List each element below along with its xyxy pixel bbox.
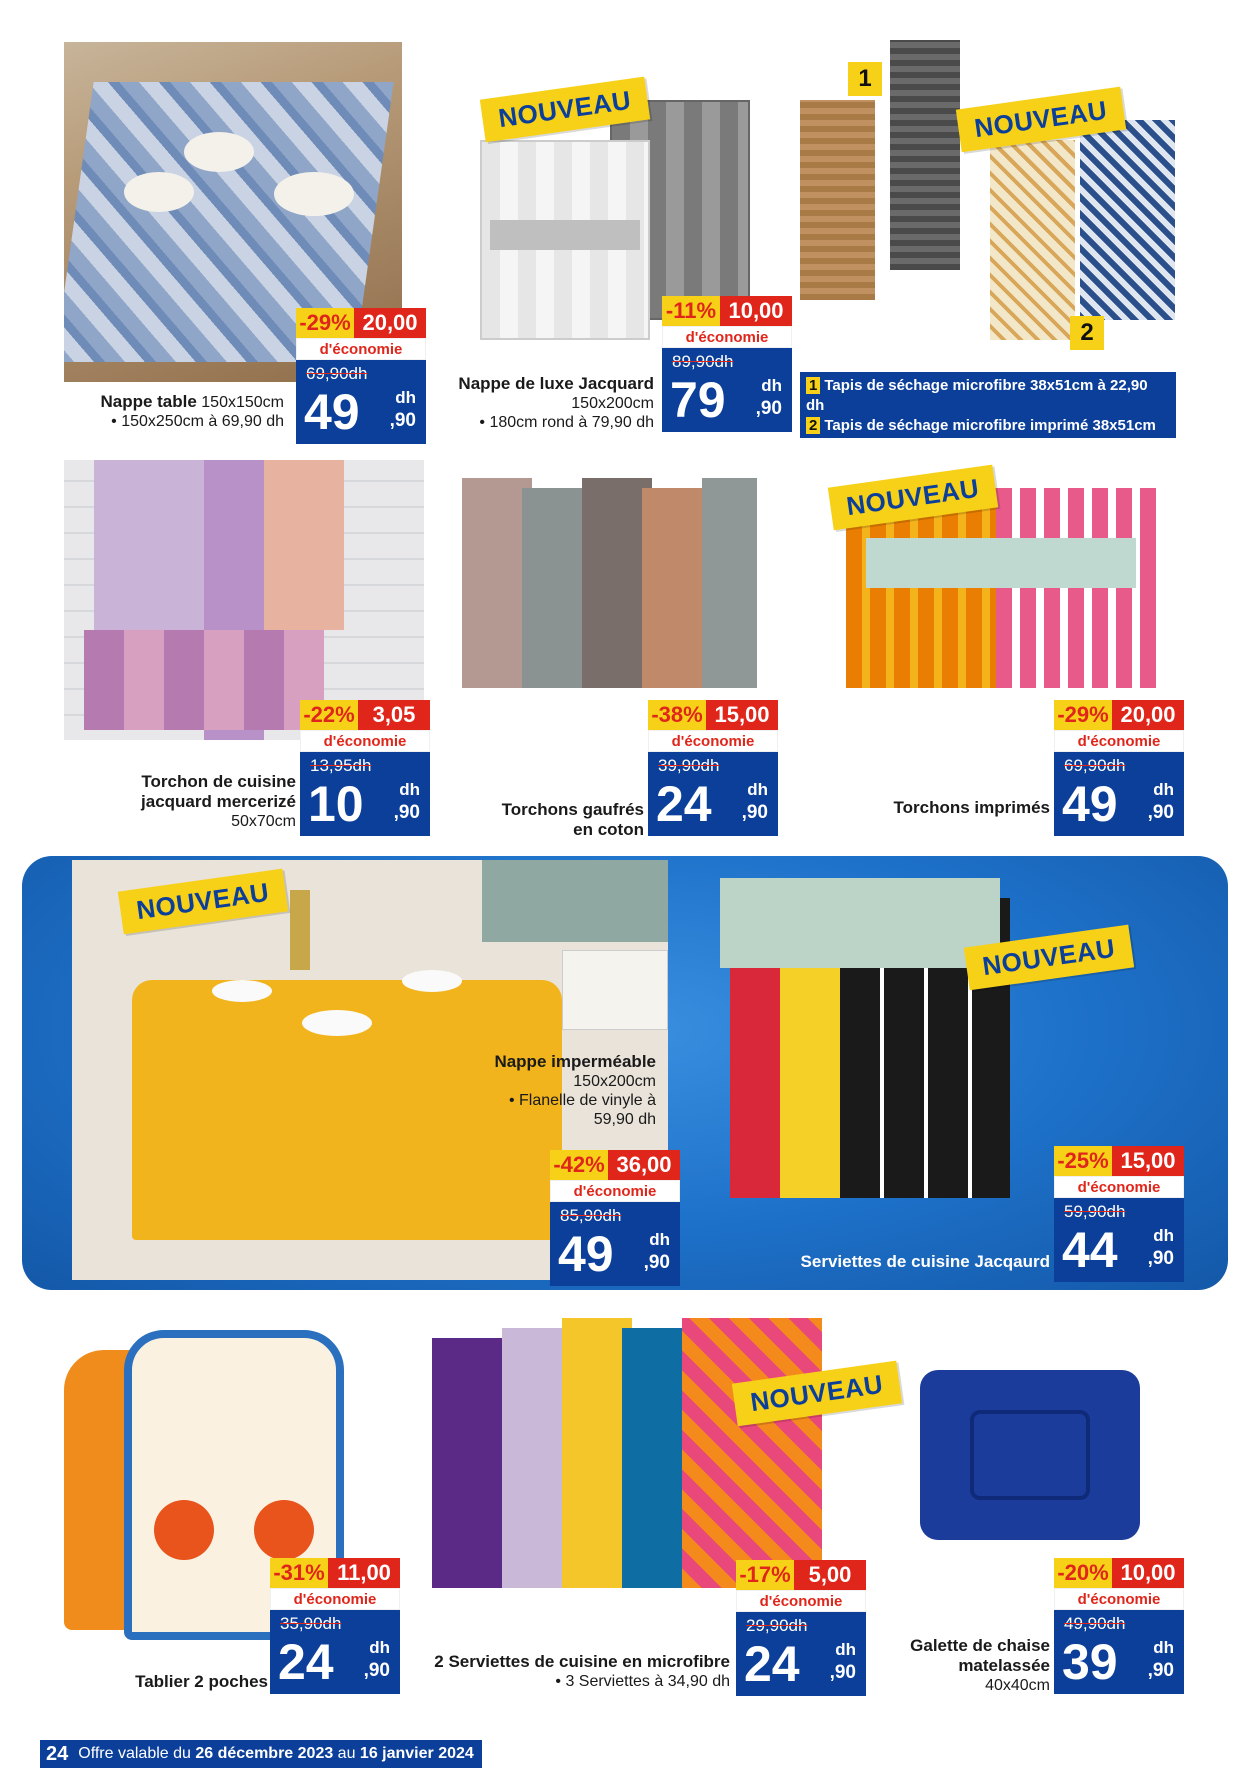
page-number: 24	[40, 1740, 74, 1768]
currency: dh	[395, 388, 416, 407]
currency: dh	[1153, 1226, 1174, 1245]
price-decimal: ,90	[363, 1660, 390, 1681]
saving-amount: 36,00	[608, 1150, 680, 1180]
product-label-nappe-impermeable: Nappe imperméable 150x200cm • Flanelle de vinyle à 59,90 dh	[494, 1052, 656, 1128]
nouveau-badge: NOUVEAU	[732, 1361, 902, 1427]
price-decimal: ,90	[389, 410, 416, 431]
product-label-serviettes-jacquard: Serviettes de cuisine Jacqaurd	[800, 1252, 1050, 1271]
price-integer: 49	[558, 1226, 614, 1282]
product-label-serviettes-microfibre: 2 Serviettes de cuisine en microfibre • 3 Serviettes à 34,90 dh	[434, 1652, 730, 1690]
price-integer: 24	[278, 1634, 334, 1690]
discount-percent: -31%	[270, 1558, 328, 1588]
product-label-galette: Galette de chaise matelassée 40x40cm	[910, 1636, 1050, 1694]
price-integer: 39	[1062, 1634, 1118, 1690]
economy-label: d'économie	[736, 1590, 866, 1612]
price-tag-nappe-luxe	[662, 296, 792, 432]
currency: dh	[747, 780, 768, 799]
currency: dh	[399, 780, 420, 799]
price-integer: 24	[656, 776, 712, 832]
serviettes-microfibre-photo	[432, 1318, 832, 1598]
price-integer: 10	[308, 776, 364, 832]
offer-validity: Offre valable du 26 décembre 2023 au 16 janvier 2024	[74, 1740, 482, 1768]
discount-percent: -42%	[550, 1150, 608, 1180]
old-price: 69,90dh	[1064, 756, 1126, 775]
currency: dh	[761, 376, 782, 395]
saving-amount: 15,00	[706, 700, 778, 730]
price-decimal: ,90	[1147, 802, 1174, 823]
economy-label: d'économie	[662, 326, 792, 348]
tapis-info-box: 1 Tapis de séchage microfibre 38x51cm à 22,90 dh 2 Tapis de séchage microfibre imprimé 38x51cm à 25,90 dh	[800, 372, 1176, 438]
currency: dh	[1153, 1638, 1174, 1657]
old-price: 85,90dh	[560, 1206, 622, 1225]
old-price: 39,90dh	[658, 756, 720, 775]
economy-label: d'économie	[648, 730, 778, 752]
torchon-jacquard-photo	[64, 460, 424, 740]
price-integer: 24	[744, 1636, 800, 1692]
economy-label: d'économie	[270, 1588, 400, 1610]
discount-percent: -17%	[736, 1560, 794, 1590]
footer	[40, 1740, 1250, 1768]
price-integer: 79	[670, 372, 726, 428]
serviettes-jacquard-photo	[720, 878, 1010, 1208]
price-tag-serviettes-jacquard	[1054, 1146, 1184, 1282]
tapis-number-2: 2	[1070, 316, 1104, 350]
saving-amount: 5,00	[794, 1560, 866, 1590]
currency: dh	[369, 1638, 390, 1657]
torchons-gaufres-photo	[462, 478, 762, 698]
nouveau-badge: NOUVEAU	[480, 77, 650, 143]
discount-percent: -20%	[1054, 1558, 1112, 1588]
old-price: 29,90dh	[746, 1616, 808, 1635]
product-label-nappe-table: Nappe table 150x150cm • 150x250cm à 69,90 dh	[100, 392, 284, 430]
price-decimal: ,90	[393, 802, 420, 823]
currency: dh	[835, 1640, 856, 1659]
price-decimal: ,90	[1147, 1248, 1174, 1269]
galette-photo	[900, 1310, 1160, 1560]
price-tag-torchons-imprimes	[1054, 700, 1184, 836]
product-label-torchons-gaufres: Torchons gaufrés en coton	[501, 800, 644, 839]
nouveau-badge: NOUVEAU	[956, 87, 1126, 153]
economy-label: d'économie	[1054, 1176, 1184, 1198]
old-price: 69,90dh	[306, 364, 368, 383]
product-label-torchon-jacquard: Torchon de cuisine jacquard mercerizé 50x70cm	[141, 772, 296, 830]
tapis-number-1: 1	[848, 62, 882, 96]
currency: dh	[649, 1230, 670, 1249]
discount-percent: -25%	[1054, 1146, 1112, 1176]
old-price: 89,90dh	[672, 352, 734, 371]
price-integer: 49	[304, 384, 360, 440]
product-label-torchons-imprimes: Torchons imprimés	[893, 798, 1050, 817]
nouveau-badge: NOUVEAU	[118, 869, 288, 935]
price-tag-nappe-impermeable	[550, 1150, 680, 1286]
saving-amount: 3,05	[358, 700, 430, 730]
saving-amount: 20,00	[1112, 700, 1184, 730]
economy-label: d'économie	[296, 338, 426, 360]
discount-percent: -38%	[648, 700, 706, 730]
old-price: 49,90dh	[1064, 1614, 1126, 1633]
price-tag-tablier	[270, 1558, 400, 1694]
saving-amount: 10,00	[720, 296, 792, 326]
economy-label: d'économie	[1054, 730, 1184, 752]
discount-percent: -29%	[296, 308, 354, 338]
old-price: 35,90dh	[280, 1614, 342, 1633]
nouveau-badge: NOUVEAU	[828, 465, 998, 531]
price-decimal: ,90	[1147, 1660, 1174, 1681]
economy-label: d'économie	[550, 1180, 680, 1202]
discount-percent: -29%	[1054, 700, 1112, 730]
price-tag-galette	[1054, 1558, 1184, 1694]
price-decimal: ,90	[643, 1252, 670, 1273]
saving-amount: 11,00	[328, 1558, 400, 1588]
economy-label: d'économie	[300, 730, 430, 752]
price-tag-torchons-gaufres	[648, 700, 778, 836]
currency: dh	[1153, 780, 1174, 799]
discount-percent: -11%	[662, 296, 720, 326]
old-price: 13,95dh	[310, 756, 372, 775]
price-decimal: ,90	[755, 398, 782, 419]
price-decimal: ,90	[829, 1662, 856, 1683]
saving-amount: 20,00	[354, 308, 426, 338]
price-tag-torchon-jacquard	[300, 700, 430, 836]
discount-percent: -22%	[300, 700, 358, 730]
nouveau-badge: NOUVEAU	[964, 925, 1134, 991]
saving-amount: 10,00	[1112, 1558, 1184, 1588]
economy-label: d'économie	[1054, 1588, 1184, 1610]
old-price: 59,90dh	[1064, 1202, 1126, 1221]
price-tag-serviettes-microfibre	[736, 1560, 866, 1696]
product-label-nappe-luxe: Nappe de luxe Jacquard 150x200cm • 180cm rond à 79,90 dh	[458, 374, 654, 431]
product-label-tablier: Tablier 2 poches	[135, 1672, 268, 1691]
price-decimal: ,90	[741, 802, 768, 823]
price-integer: 44	[1062, 1222, 1118, 1278]
price-integer: 49	[1062, 776, 1118, 832]
saving-amount: 15,00	[1112, 1146, 1184, 1176]
